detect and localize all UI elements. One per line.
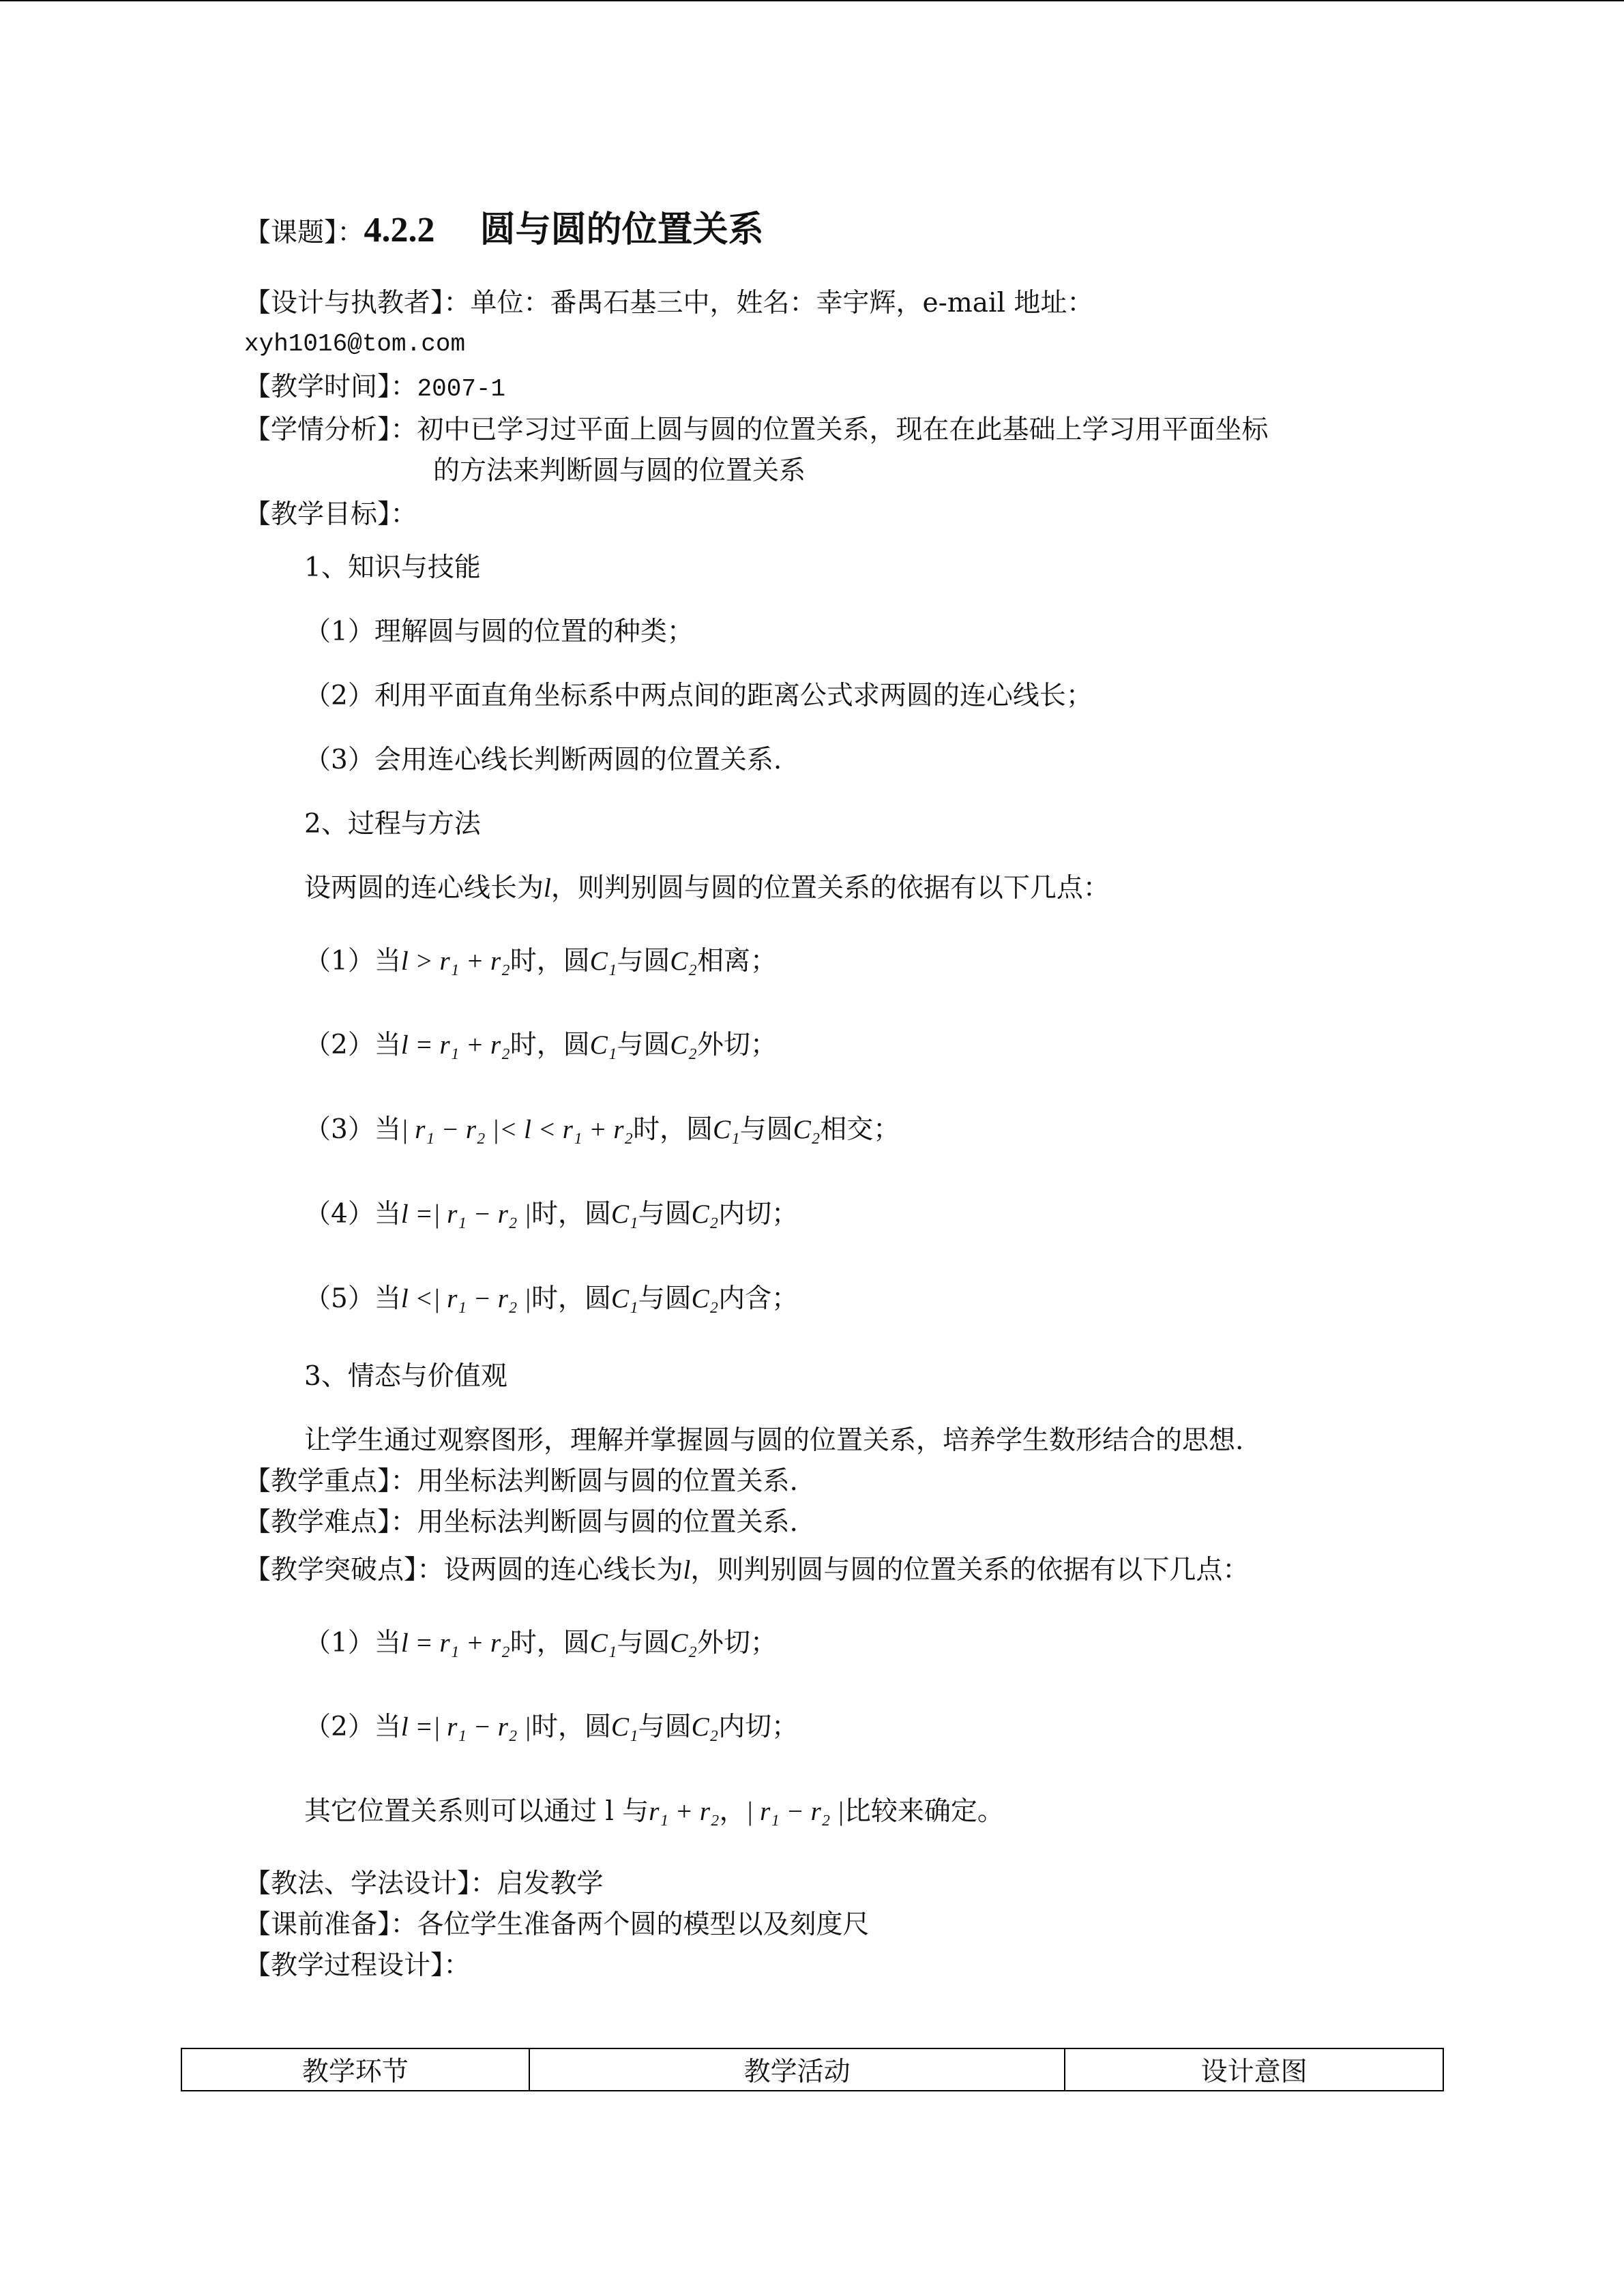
case-relation: 外切； xyxy=(696,1628,777,1658)
process-table xyxy=(181,2048,1444,2091)
circle-c2: C₂ xyxy=(670,946,697,976)
breakthrough-text: 设两圆的连心线长为 xyxy=(443,1555,683,1585)
case-relation: 内含； xyxy=(718,1283,799,1314)
prep-line xyxy=(244,1908,870,1942)
difficulty-text: 用坐标法判断圆与圆的位置关系. xyxy=(417,1507,798,1538)
case-with: 与圆 xyxy=(638,1199,692,1229)
table-header-cell: 教学环节 xyxy=(181,2048,529,2091)
case-condition: | r₁ − r₂ |< l < r₁ + r₂ xyxy=(400,1115,634,1144)
var-l: l xyxy=(544,874,551,903)
goal-section-values: 3、情态与价值观 xyxy=(304,1361,507,1392)
case-mid: 时，圆 xyxy=(510,946,590,976)
author-label: 【设计与执教者】： xyxy=(244,288,471,318)
case-relation: 外切； xyxy=(696,1030,777,1060)
goal-item: （1）理解圆与圆的位置的种类； xyxy=(304,616,694,647)
author-email: xyh1016@tom.com xyxy=(244,330,466,358)
case-line xyxy=(304,1113,900,1147)
goal-section-process: 2、过程与方法 xyxy=(304,809,481,839)
case-num: （3）当 xyxy=(304,1114,401,1145)
intro-text: 设两圆的连心线长为 xyxy=(304,873,544,904)
case-num: （4）当 xyxy=(304,1199,401,1229)
case-relation: 内切； xyxy=(718,1712,799,1742)
other-text: 其它位置关系则可以通过 l 与 xyxy=(304,1796,649,1827)
circle-c2: C₂ xyxy=(691,1284,719,1313)
circle-c1: C₁ xyxy=(589,946,617,976)
analysis-text-1: 初中已学习过平面上圆与圆的位置关系，现在在此基础上学习用平面坐标 xyxy=(417,415,1269,445)
case-mid: 时，圆 xyxy=(531,1199,611,1229)
goal-item: （2）利用平面直角坐标系中两点间的距离公式求两圆的连心线长； xyxy=(304,681,1093,711)
case-relation: 相交； xyxy=(820,1114,900,1145)
process-label: 【教学过程设计】： xyxy=(244,1950,471,1981)
time-value: 2007-1 xyxy=(417,375,506,403)
sum-radii: r₁ + r₂ xyxy=(649,1797,720,1826)
analysis-line xyxy=(244,413,1269,447)
analysis-label: 【学情分析】： xyxy=(244,415,417,445)
case-relation: 相离； xyxy=(696,946,777,976)
prep-text: 各位学生准备两个圆的模型以及刻度尺 xyxy=(417,1909,870,1940)
breakthrough-label: 【教学突破点】： xyxy=(244,1555,444,1585)
circle-c2: C₂ xyxy=(691,1199,719,1229)
circle-c1: C₁ xyxy=(589,1030,617,1060)
case-mid: 时，圆 xyxy=(510,1030,590,1060)
other-relations-line xyxy=(304,1795,1004,1829)
keypoint-label: 【教学重点】： xyxy=(244,1466,417,1497)
goals-label: 【教学目标】： xyxy=(244,499,417,530)
case-line xyxy=(304,1028,777,1062)
table-header-cell: 设计意图 xyxy=(1065,2048,1443,2091)
author-line xyxy=(244,286,1093,320)
table-header-cell: 教学活动 xyxy=(529,2048,1065,2091)
other-text-post: 比较来确定。 xyxy=(844,1796,1004,1827)
breakthrough-line xyxy=(244,1553,1249,1587)
lesson-topic: 圆与圆的位置关系 xyxy=(479,211,764,250)
case-with: 与圆 xyxy=(617,1030,670,1060)
case-mid: 时，圆 xyxy=(531,1712,611,1742)
breakthrough-text-post: ，则判别圆与圆的位置关系的依据有以下几点： xyxy=(690,1555,1250,1585)
circle-c2: C₂ xyxy=(670,1030,697,1060)
circle-c2: C₂ xyxy=(670,1628,697,1658)
case-condition: l = r₁ + r₂ xyxy=(400,1628,510,1658)
author-text: 单位：番禺石基三中，姓名：幸宇辉，e-mail 地址： xyxy=(470,288,1094,318)
keypoint-line xyxy=(244,1465,798,1499)
var-l: l xyxy=(683,1555,691,1585)
diff-radii: | r₁ − r₂ | xyxy=(745,1797,844,1826)
case-num: （2）当 xyxy=(304,1030,401,1060)
case-line xyxy=(304,1282,798,1316)
difficulty-line xyxy=(244,1506,798,1540)
method-line xyxy=(244,1867,604,1901)
case-line xyxy=(304,1626,777,1660)
case-condition: l <| r₁ − r₂ | xyxy=(400,1284,531,1313)
separator: ， xyxy=(719,1796,746,1827)
case-num: （2）当 xyxy=(304,1712,401,1742)
case-line xyxy=(304,944,777,979)
circle-c1: C₁ xyxy=(589,1628,617,1658)
case-num: （5）当 xyxy=(304,1283,401,1314)
goal-values-text: 让学生通过观察图形，理解并掌握圆与圆的位置关系，培养学生数形结合的思想. xyxy=(304,1425,1244,1456)
table-header-row xyxy=(181,2048,1443,2091)
case-mid: 时，圆 xyxy=(633,1114,713,1145)
case-num: （1）当 xyxy=(304,946,401,976)
circle-c1: C₁ xyxy=(610,1712,638,1742)
lesson-number: 4.2.2 xyxy=(364,211,435,250)
method-text: 启发教学 xyxy=(497,1868,604,1899)
circle-c2: C₂ xyxy=(793,1115,821,1144)
prep-label: 【课前准备】： xyxy=(244,1909,417,1940)
case-mid: 时，圆 xyxy=(510,1628,590,1658)
case-with: 与圆 xyxy=(739,1114,793,1145)
time-label: 【教学时间】： xyxy=(244,372,417,402)
case-mid: 时，圆 xyxy=(531,1283,611,1314)
case-num: （1）当 xyxy=(304,1628,401,1658)
case-condition: l > r₁ + r₂ xyxy=(400,946,510,976)
lesson-title xyxy=(244,206,764,257)
case-with: 与圆 xyxy=(638,1283,692,1314)
case-with: 与圆 xyxy=(617,1628,670,1658)
case-line xyxy=(304,1197,798,1232)
goal-item: （3）会用连心线长判断两圆的位置关系. xyxy=(304,745,782,775)
goal-section-knowledge: 1、知识与技能 xyxy=(304,552,481,583)
circle-c1: C₁ xyxy=(610,1199,638,1229)
time-line xyxy=(244,370,505,406)
goal-intro xyxy=(304,871,1110,906)
difficulty-label: 【教学难点】： xyxy=(244,1507,417,1538)
case-with: 与圆 xyxy=(638,1712,692,1742)
circle-c1: C₁ xyxy=(610,1284,638,1313)
keypoint-text: 用坐标法判断圆与圆的位置关系. xyxy=(417,1466,798,1497)
page-top-border xyxy=(0,0,1624,1)
analysis-text-2: 的方法来判断圆与圆的位置关系 xyxy=(433,456,806,486)
title-label: 【课题】： xyxy=(244,218,364,248)
case-line xyxy=(304,1710,798,1744)
circle-c2: C₂ xyxy=(691,1712,719,1742)
case-with: 与圆 xyxy=(617,946,670,976)
method-label: 【教法、学法设计】： xyxy=(244,1868,497,1899)
intro-text-post: ，则判别圆与圆的位置关系的依据有以下几点： xyxy=(550,873,1110,904)
case-relation: 内切； xyxy=(718,1199,799,1229)
case-condition: l =| r₁ − r₂ | xyxy=(400,1712,531,1742)
circle-c1: C₁ xyxy=(713,1115,740,1144)
case-condition: l = r₁ + r₂ xyxy=(400,1030,510,1060)
case-condition: l =| r₁ − r₂ | xyxy=(400,1199,531,1229)
